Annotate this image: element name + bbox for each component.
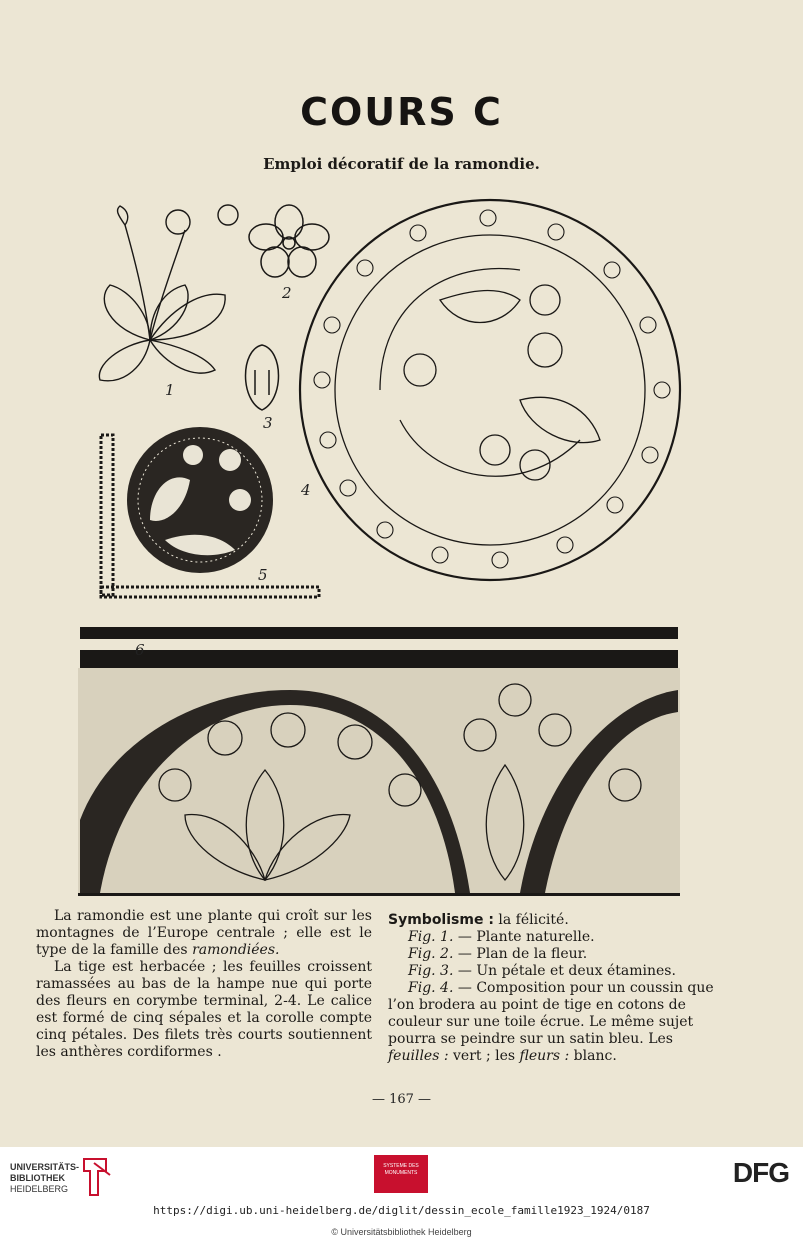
fig1-caption-label: Fig. 1.: [408, 929, 454, 945]
university-library-logo[interactable]: [10, 1162, 79, 1195]
fig4-caption-label: Fig. 4.: [408, 980, 454, 996]
left-text-column: [36, 908, 372, 1061]
figure-1-label: 1: [165, 381, 175, 399]
figure-2-label: 2: [282, 284, 292, 302]
library-name-line3: HEIDELBERG: [10, 1184, 69, 1194]
fig2-caption-text: — Plan de la fleur.: [453, 946, 588, 962]
fig3-caption-label: Fig. 3.: [408, 963, 454, 979]
viewer-footer: [0, 1147, 803, 1245]
figure-6-label: 6: [135, 641, 145, 659]
library-name-line1: UNIVERSITÄTS-: [10, 1162, 80, 1172]
fig4-leaves-label: feuilles :: [388, 1048, 449, 1064]
figure-4-cushion-composition: [300, 200, 680, 580]
right-text-column: [388, 912, 728, 1065]
description-text: La ramondie est une plante qui croît sur les montagnes de l’Europe centrale ; elle est le type de la famille des: [36, 908, 372, 958]
fig2-caption-label: Fig. 2.: [408, 946, 454, 962]
permalink-url[interactable]: https://digi.ub.uni-heidelberg.de/diglit/dessin_ecole_famille1923_1924/0187: [153, 1204, 650, 1217]
fig3-caption: [388, 963, 728, 980]
copyright-notice: © Universitätsbibliothek Heidelberg: [331, 1227, 472, 1237]
family-name: ramondiées.: [192, 942, 280, 958]
figure-4-label: 4: [301, 481, 311, 499]
page-title: COURS C: [300, 90, 503, 134]
figure-6-border-frieze: [78, 627, 680, 896]
partner-logo[interactable]: SYSTEME DES MONUMENTS: [374, 1155, 428, 1193]
figure-3-label: 3: [263, 414, 273, 432]
paragraph-description: [36, 908, 372, 959]
library-mark-icon: [80, 1155, 112, 1197]
paragraph-botany: La tige est herbacée ; les feuilles croissent ramassées au bas de la hampe nue qui porte des fleurs en corymbe terminal, 2-4. Le calice est formé de cinq sépales et la corolle compte cinq pétales. Des filets très courts soutiennent les anthères cordiformes .: [36, 959, 372, 1060]
fig4-caption-text: — Composition pour un coussin que l’on brodera au point de tige en cotons de couleur sur une toile écrue. Le même sujet pourra se peindre sur un satin bleu. Les: [388, 980, 714, 1047]
fig4-caption-text-b: vert ; les: [448, 1048, 520, 1064]
page-number: — 167 —: [371, 1092, 432, 1107]
fig4-caption: [388, 980, 728, 1065]
fig3-caption-text: — Un pétale et deux étamines.: [453, 963, 676, 979]
fig4-caption-text-c: blanc.: [569, 1048, 617, 1064]
library-name-line2: BIBLIOTHEK: [10, 1173, 65, 1183]
fig1-caption-text: — Plante naturelle.: [453, 929, 595, 945]
figure-2-flower-plan: [249, 205, 329, 277]
figure-3-petal: [246, 345, 279, 410]
symbolism-line: [388, 912, 728, 929]
figure-1-plant-illustration: [99, 205, 238, 381]
fig1-caption: [388, 929, 728, 946]
symbolism-text: la félicité.: [493, 912, 569, 928]
fig2-caption: [388, 946, 728, 963]
figure-5-lace-medallion: [101, 427, 319, 597]
page-subtitle: Emploi décoratif de la ramondie.: [263, 155, 540, 173]
symbolism-label: Symbolisme :: [388, 912, 494, 928]
figure-5-label: 5: [258, 566, 268, 584]
fig4-flowers-label: fleurs :: [519, 1048, 570, 1064]
dfg-logo[interactable]: DFG: [732, 1157, 789, 1188]
